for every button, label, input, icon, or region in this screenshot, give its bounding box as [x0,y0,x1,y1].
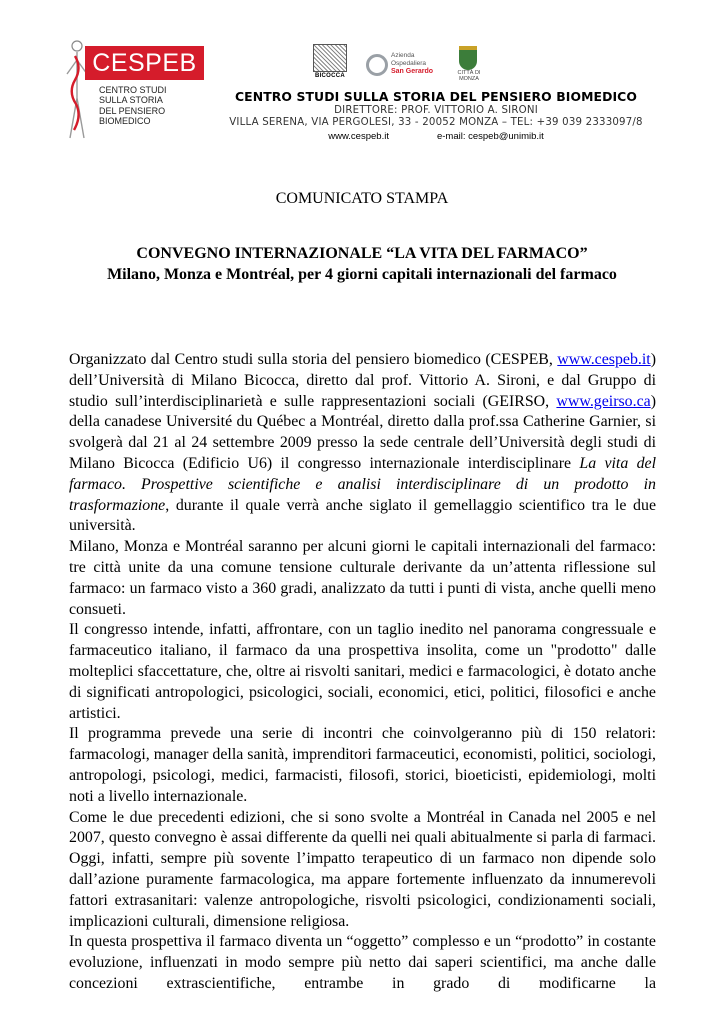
paragraph-text: ) dell’Università di Milano Bicocca, diretto dal prof. Vittorio A. Sironi, e dal Gruppo di studio sull’interdisciplinarietà e sulle rappresentazioni sociali (GEIRSO, [69,351,656,410]
institution-title: CENTRO STUDI SULLA STORIA DEL PENSIERO BIOMEDICO [234,89,638,104]
cespeb-logo [62,38,204,146]
logo-name-box [85,46,204,80]
logo-subtitle-line: DEL PENSIERO [99,105,166,116]
hospital-logo [366,50,440,80]
monza-coat-of-arms-icon [459,46,477,70]
cespeb-link[interactable]: www.cespeb.it [557,351,651,368]
geirso-link[interactable]: www.geirso.ca [556,392,651,410]
paragraph-text: ) della canadese Université du Québec a Montréal, diretto dalla prof.ssa Catherine Garnier, si svolgerà dal 21 al 24 settembre 2009 presso la sede centrale dell’Università degli studi di Milano Bicocca (Edificio U6) il congresso internazionale interdisciplinare [69,392,656,472]
institution-contacts [222,131,650,142]
hospital-mark-icon [366,54,388,76]
press-release-body [69,350,656,995]
hospital-line: Ospedaliera [391,59,427,67]
congress-title-italic: La vita del farmaco. Prospettive scientifiche e analisi interdisciplinare di un prodotto in trasformazione [69,454,656,514]
institution-director: DIRETTORE: PROF. VITTORIO A. SIRONI [334,105,538,116]
bicocca-caption: BICOCCA [314,73,346,79]
institution-email[interactable]: e-mail: cespeb@unimib.it [436,131,544,142]
bicocca-logo [313,44,347,82]
logo-subtitle-line: SULLA STORIA [99,95,163,106]
institution-address: VILLA SERENA, VIA PERGOLESI, 33 - 20052 MONZA – TEL: +39 039 2333097/8 [229,117,643,128]
hospital-name: San Gerardo [391,68,434,75]
logo-subtitle-line: BIOMEDICO [99,116,151,127]
hospital-line: Azienda [391,52,415,59]
bicocca-seal-icon [313,44,347,72]
paragraph: Milano, Monza e Montréal saranno per alcuni giorni le capitali internazionali del farmaco: tre città unite da una comune tensione culturale derivante da un’attenta riflessione sul farmaco: un farmaco visto a 360 gradi, analizzato da tutti i punti di vista, anche quelli meno consueti. [69,538,656,618]
press-release-subtitle: Milano, Monza e Montréal, per 4 giorni capitali internazionali del farmaco [107,266,617,283]
paragraph-text: Organizzato dal Centro studi sulla storia del pensiero biomedico (CESPEB, [69,351,558,368]
institution-header [222,90,650,142]
logo-name: CESPEB [92,49,197,77]
paragraph: In questa prospettiva il farmaco diventa un “oggetto” complesso e un “prodotto” in costante evoluzione, influenzati in modo sempre più netto dai saperi scientifici, ma anche dalle concezioni extrascientifiche, entrambe in grado di modificarne la [69,933,656,992]
hospital-label [391,52,426,67]
paragraph [69,350,656,537]
logo-subtitle [99,85,179,127]
paragraph-text: , durante il quale verrà anche siglato il gemellaggio scientifico tra le due università. [69,496,656,535]
institution-website[interactable]: www.cespeb.it [328,131,389,142]
monza-logo [452,42,486,84]
logo-subtitle-line: CENTRO STUDI [99,85,167,95]
monza-caption: CITTÀ DI MONZA [457,70,481,82]
paragraph: Il congresso intende, infatti, affrontare, con un taglio inedito nel panorama congressuale e farmaceutico italiano, il farmaco da una prospettiva insolita, come un "prodotto" dalle molteplici sfaccettature, che, oltre ai risvolti sanitari, medici e farmacologici, è dotato anche di significati antropologici, psicologici, sociali, economici, etici, politici, filosofici e anche artistici. [69,621,656,722]
press-release-title: CONVEGNO INTERNAZIONALE “LA VITA DEL FARMACO” [136,245,588,262]
paragraph: Come le due precedenti edizioni, che si sono svolte a Montréal in Canada nel 2005 e nel 2007, questo convegno è assai differente da quelli nei quali abitualmente si parla di farmaci. Oggi, infatti, sempre più sovente l’impatto terapeutico di un farmaco non dipende solo dall’azione puramente farmacologica, ma appare fortemente influenzato da innumerevoli fattori extrasanitari: valenze antropologiche, risvolti psicologici, condizionamenti sociali, implicazioni culturali, dimensione religiosa. [69,808,656,930]
paragraph: Il programma prevede una serie di incontri che coinvolgeranno più di 150 relatori: farmacologi, manager della sanità, imprenditori farmaceutici, economisti, politici, sociologi, antropologi, psicologi, medici, farmacisti, filosofi, storici, bioeticisti, epidemiologi, molti noti a livello internazionale. [69,725,656,805]
press-release-label: COMUNICATO STAMPA [275,190,449,207]
